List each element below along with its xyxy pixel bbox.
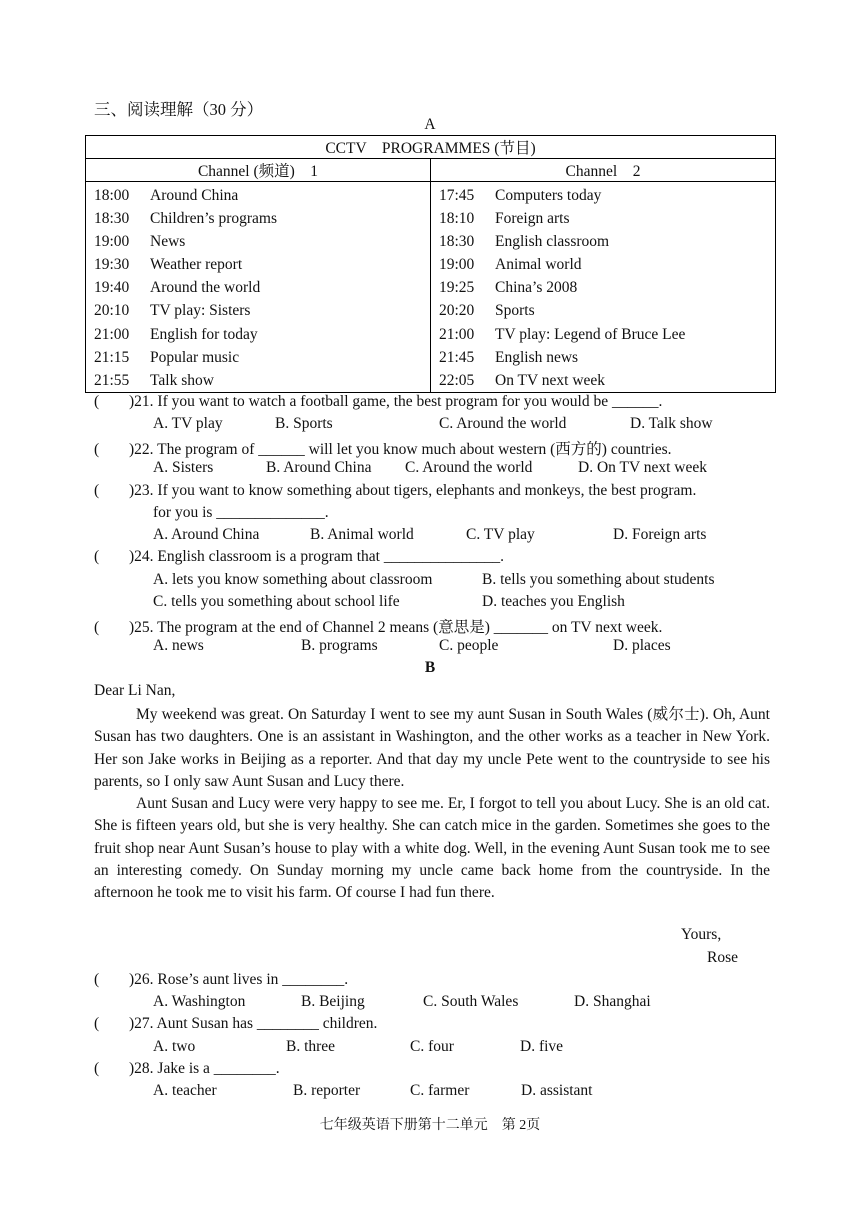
option: B. reporter [293, 1082, 361, 1099]
program-name: News [150, 233, 186, 251]
program-name: Animal world [495, 256, 582, 274]
program-name: Computers today [495, 187, 602, 204]
letter-salutation: Dear Li Nan, [94, 682, 176, 699]
question-28 [94, 1060, 280, 1078]
answer-paren: ( [94, 482, 100, 499]
question-27 [94, 1015, 377, 1033]
program-name: English for today [150, 325, 258, 343]
option: C. people [439, 637, 499, 654]
option: A. Sisters [153, 459, 214, 476]
question-stem: )28. Jake is a ________. [129, 1060, 280, 1077]
question-stem: )24. English classroom is a program that _______________. [129, 548, 504, 565]
option: A. two [153, 1038, 196, 1055]
program-name: Popular music [150, 348, 240, 366]
program-row [94, 207, 430, 230]
program-row [439, 299, 775, 322]
program-row [439, 230, 775, 253]
program-name: Around the world [150, 279, 261, 297]
option: C. farmer [410, 1082, 470, 1099]
option: C. Around the world [439, 415, 567, 432]
program-time: 21:15 [94, 348, 130, 366]
question-22 [94, 437, 672, 459]
program-row [439, 369, 775, 392]
channel1-list [86, 182, 431, 393]
program-row [439, 207, 775, 230]
program-row [439, 184, 775, 207]
answer-paren: ( [94, 971, 100, 988]
option: B. tells you something about students [482, 571, 715, 588]
part-b-label: B [424, 659, 436, 676]
question-stem: )23. If you want to know something about tigers, elephants and monkeys, the best program. [129, 482, 697, 499]
question-24 [94, 548, 504, 566]
program-time: 19:40 [94, 279, 130, 297]
program-name: Weather report [150, 256, 243, 274]
program-name: English news [495, 348, 579, 366]
program-time: 18:30 [439, 233, 475, 251]
answer-paren: ( [94, 548, 100, 565]
question-stem: )26. Rose’s aunt lives in ________. [129, 971, 349, 988]
option: A. TV play [153, 415, 223, 432]
option: D. Foreign arts [613, 526, 707, 543]
program-row [94, 299, 430, 322]
option: C. tells you something about school life [153, 593, 400, 610]
program-row [94, 230, 430, 253]
program-time: 19:25 [439, 279, 475, 297]
option: D. places [613, 637, 671, 654]
program-time: 19:30 [94, 256, 130, 274]
program-name: Sports [495, 302, 535, 320]
option: D. teaches you English [482, 593, 625, 610]
program-time: 18:10 [439, 210, 475, 228]
option: D. Shanghai [574, 993, 651, 1010]
option: C. TV play [466, 526, 535, 543]
option: B. Around China [266, 459, 372, 476]
answer-paren: ( [94, 441, 100, 458]
answer-paren: ( [94, 1015, 100, 1032]
question-25 [94, 615, 662, 637]
option: C. South Wales [423, 993, 519, 1010]
program-row [439, 323, 775, 346]
option: A. Washington [153, 993, 246, 1010]
program-row [439, 346, 775, 369]
answer-paren: ( [94, 393, 100, 410]
program-name: Talk show [150, 371, 214, 389]
program-time: 22:05 [439, 371, 475, 389]
question-26 [94, 971, 348, 989]
program-name: English classroom [495, 233, 610, 251]
section-title: 三、阅读理解（30 分） [94, 100, 264, 119]
option: A. Around China [153, 526, 260, 543]
program-name: Foreign arts [495, 210, 570, 228]
option: A. news [153, 637, 204, 654]
program-time: 21:45 [439, 348, 475, 366]
letter-paragraph-1: My weekend was great. On Saturday I went to see my aunt Susan in South Wales (威尔士). Oh, Aunt Susan has two daughters. One is an assistant in Washington, and the other works as a teacher in New York. Her son Jake works in Beijing as a reporter. And that day my uncle Pete went to the countryside to see his parents, so I only saw Aunt Susan and Lucy there. [94, 706, 770, 790]
letter-signature: Rose [707, 949, 738, 966]
program-name: China’s 2008 [495, 279, 578, 297]
program-name: TV play: Sisters [150, 302, 251, 320]
program-time: 21:00 [94, 325, 130, 343]
option: A. teacher [153, 1082, 217, 1099]
program-row [94, 184, 430, 207]
program-name: Children’s programs [150, 210, 277, 228]
program-time: 21:00 [439, 325, 475, 343]
question-stem: )27. Aunt Susan has ________ children. [129, 1015, 378, 1032]
option: A. lets you know something about classroom [153, 571, 433, 588]
table-title: CCTV PROGRAMMES (节目) [86, 136, 776, 159]
program-time: 17:45 [439, 187, 475, 204]
question-stem-continued: for you is ______________. [153, 504, 329, 521]
answer-paren: ( [94, 1060, 100, 1077]
program-time: 20:10 [94, 302, 130, 320]
program-row [94, 346, 430, 369]
option: B. programs [301, 637, 378, 654]
program-row [94, 323, 430, 346]
part-a-label: A [424, 116, 436, 133]
program-name: Around China [150, 187, 239, 204]
question-21 [94, 393, 662, 411]
channel1-header: Channel (频道) 1 [86, 159, 431, 182]
page-footer: 七年级英语下册第十二单元 第 2页 [319, 1118, 541, 1133]
program-row [439, 276, 775, 299]
program-name: TV play: Legend of Bruce Lee [495, 325, 686, 343]
program-time: 18:30 [94, 210, 130, 228]
program-name: On TV next week [495, 371, 606, 389]
option: D. five [520, 1038, 564, 1055]
letter-closing: Yours, [681, 926, 722, 943]
question-stem: )22. The program of ______ will let you know much about western (西方的) countries. [129, 441, 672, 458]
programmes-table [85, 135, 776, 393]
program-time: 19:00 [94, 233, 130, 251]
option: D. Talk show [630, 415, 713, 432]
program-time: 18:00 [94, 187, 130, 204]
letter-paragraph-2: Aunt Susan and Lucy were very happy to see me. Er, I forgot to tell you about Lucy. She is an old cat. She is fifteen years old, but she is very healthy. She can catch mice in the garden. Sometimes she goes to the fruit shop near Aunt Susan’s house to play with a white dog. Well, in the evening Aunt Susan took me to see an interesting comedy. On Sunday morning my uncle came back home from the countryside. In the afternoon he took me to visit his farm. Of course I had fun there. [94, 795, 770, 902]
option: B. three [286, 1038, 336, 1055]
program-time: 21:55 [94, 371, 130, 389]
option: C. four [410, 1038, 454, 1055]
program-row [94, 369, 430, 392]
option: B. Animal world [310, 526, 414, 543]
question-stem: )25. The program at the end of Channel 2 means (意思是) _______ on TV next week. [129, 619, 663, 636]
answer-paren: ( [94, 619, 100, 636]
option: C. Around the world [405, 459, 533, 476]
program-time: 19:00 [439, 256, 475, 274]
question-23 [94, 482, 696, 500]
program-row [439, 253, 775, 276]
question-stem: )21. If you want to watch a football game, the best program for you would be ______. [129, 393, 663, 410]
option: D. assistant [521, 1082, 593, 1099]
program-time: 20:20 [439, 302, 475, 320]
program-row [94, 253, 430, 276]
channel2-header: Channel 2 [431, 159, 776, 182]
option: B. Beijing [301, 993, 365, 1010]
option: B. Sports [275, 415, 333, 432]
channel2-list [431, 182, 776, 393]
option: D. On TV next week [578, 459, 708, 476]
program-row [94, 276, 430, 299]
